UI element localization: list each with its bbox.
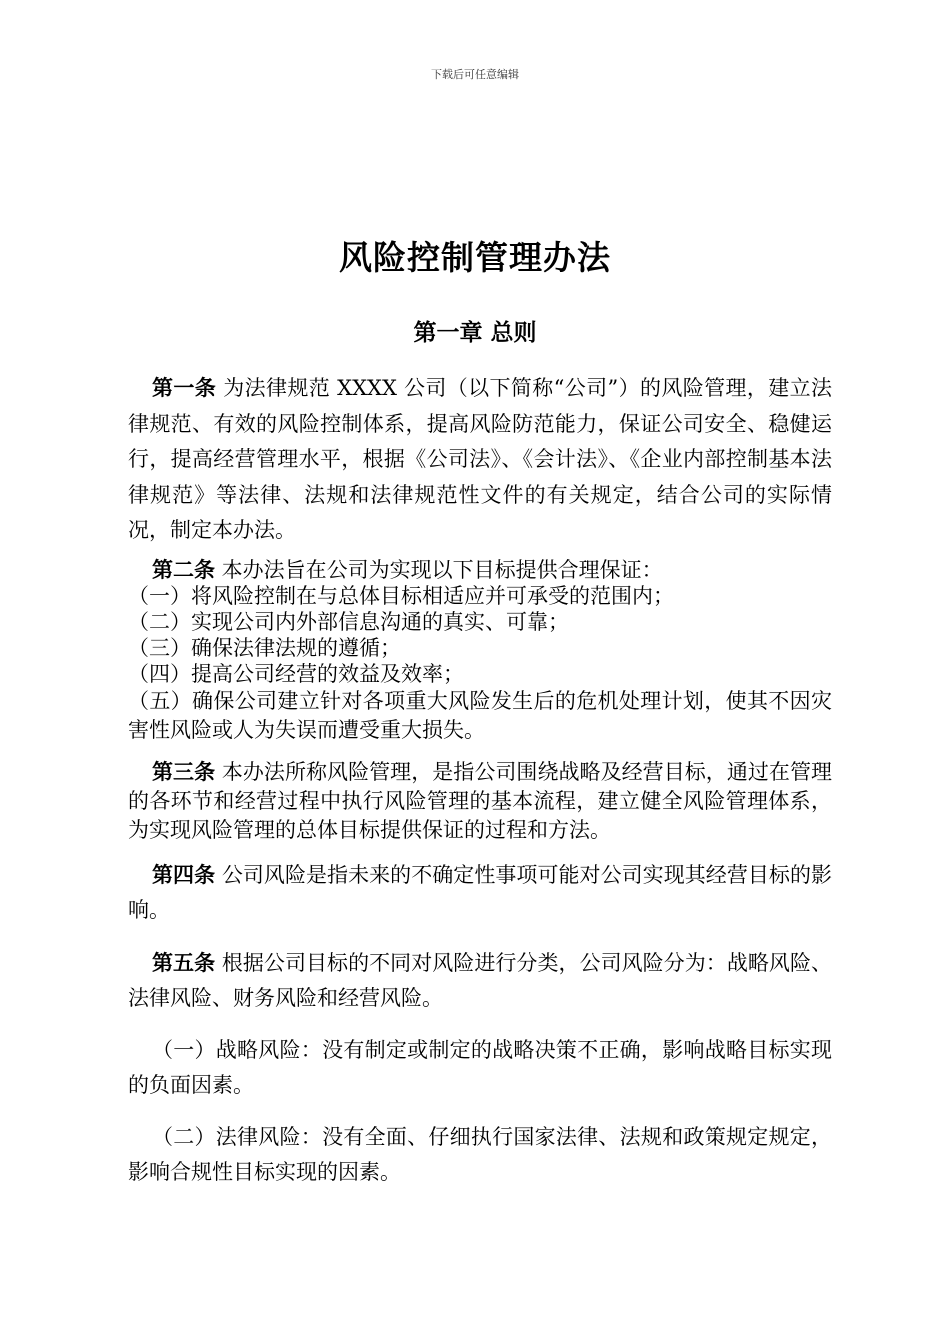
article-3-text: 本办法所称风险管理，是指公司围绕战略及经营目标，通过在管理的各环节和经营过程中执行风险管理的基本流程，建立健全风险管理体系，为实现风险管理的总体目标提供保证的过程和方法。 — [128, 759, 832, 842]
chapter-heading: 第一章 总则 — [413, 319, 537, 346]
article-4-label: 第四条 — [152, 861, 216, 887]
document-body — [128, 370, 832, 1191]
article-2-item: （一）将风险控制在与总体目标相适应并可承受的范围内； — [128, 583, 674, 608]
article-1 — [128, 370, 832, 549]
article-2-item: （三）确保法律法规的遵循； — [128, 635, 401, 660]
article-2-label: 第二条 — [152, 556, 215, 582]
article-4 — [128, 857, 832, 929]
page-header-note: 下载后可任意编辑 — [431, 68, 519, 81]
article-2-item: （五）确保公司建立针对各项重大风险发生后的危机处理计划，使其不因灾害性风险或人为失误而遭受重大损失。 — [128, 688, 832, 742]
article-5-text: 根据公司目标的不同对风险进行分类，公司风险分为：战略风险、法律风险、财务风险和经营风险。 — [128, 950, 832, 1010]
article-5-item: （一）战略风险：没有制定或制定的战略决策不正确，影响战略目标实现的负面因素。 — [128, 1037, 832, 1097]
article-5 — [128, 945, 832, 1017]
article-2-item: （四）提高公司经营的效益及效率； — [128, 661, 464, 686]
article-4-text: 公司风险是指未来的不确定性事项可能对公司实现其经营目标的影响。 — [128, 862, 832, 922]
article-3 — [128, 757, 832, 845]
article-2 — [128, 557, 832, 583]
article-5-label: 第五条 — [152, 949, 216, 975]
document-title: 风险控制管理办法 — [339, 238, 611, 277]
article-5-item: （二）法律风险：没有全面、仔细执行国家法律、法规和政策规定规定，影响合规性目标实现的因素。 — [128, 1124, 832, 1184]
article-1-label: 第一条 — [152, 375, 217, 400]
article-2-item: （二）实现公司内外部信息沟通的真实、可靠； — [128, 609, 569, 634]
article-3-label: 第三条 — [152, 758, 216, 784]
article-1-text: 为法律规范 XXXX 公司（以下简称“公司”）的风险管理，建立法律规范、有效的风险控制体系，提高风险防范能力，保证公司安全、稳健运行，提高经营管理水平，根据《公司法》、《会计法》、《企业内部控制基本法律规范》等法律、法规和法律规范性文件的有关规定，结合公司的实际情况，制定本办法。 — [128, 376, 833, 542]
article-2-text: 本办法旨在公司为实现以下目标提供合理保证： — [215, 557, 663, 582]
